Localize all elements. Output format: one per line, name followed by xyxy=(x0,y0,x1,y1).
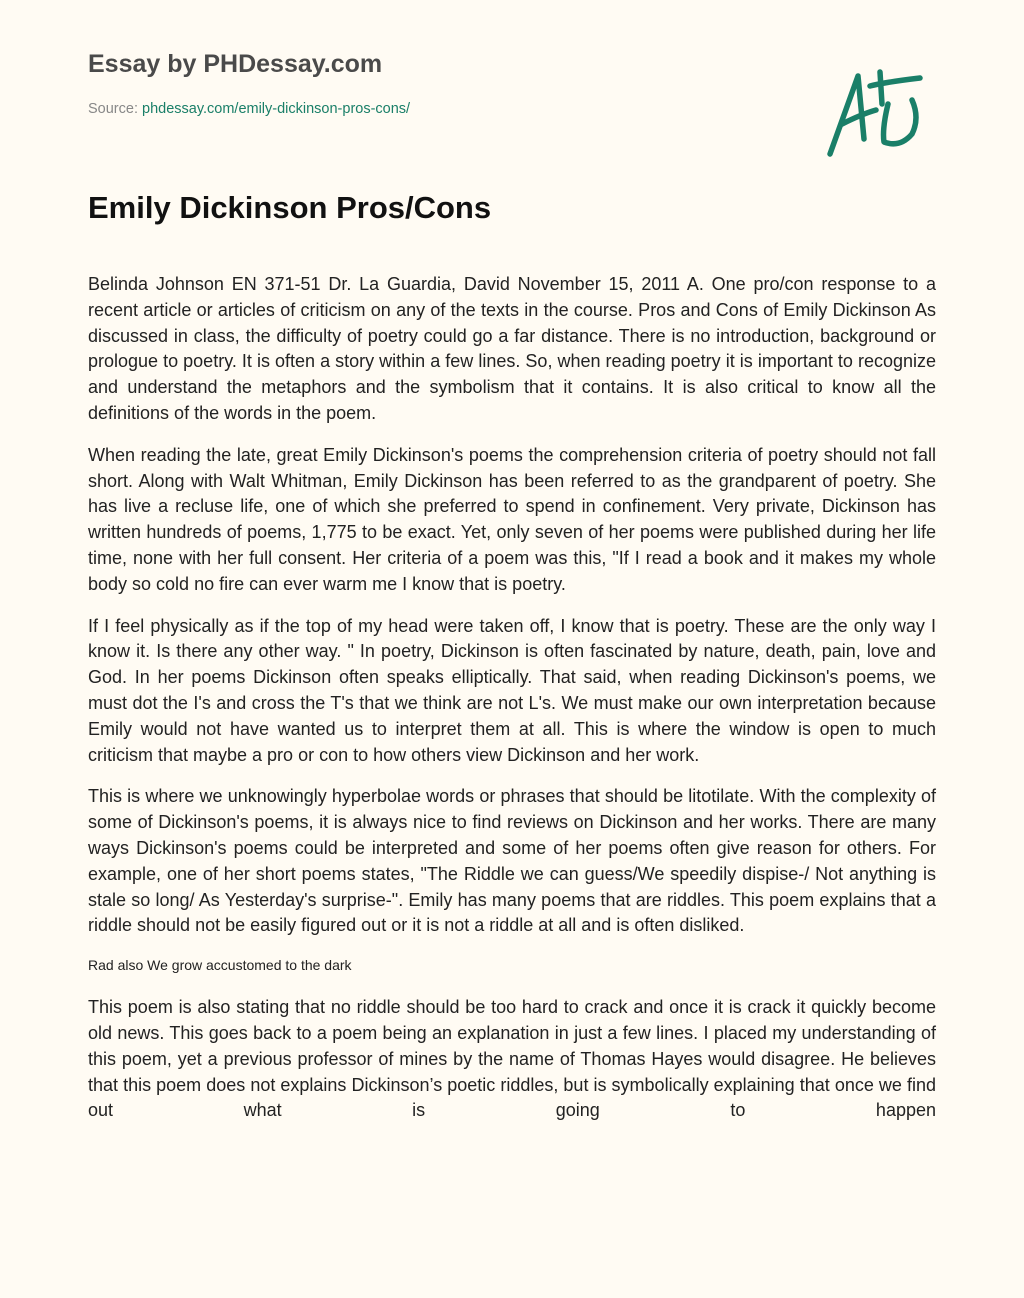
essay-title: Emily Dickinson Pros/Cons xyxy=(88,190,492,225)
related-essay-link[interactable]: Rad also We grow accustomed to the dark xyxy=(88,957,352,974)
essay-paragraph: Belinda Johnson EN 371-51 Dr. La Guardia, David November 15, 2011 A. One pro/con response to a recent article or articles of criticism on any of the texts in the course. Pros and Cons of Emily Dickinson As discussed in class, the difficulty of poetry could go a far distance. There is no introduction, background or prologue to poetry. It is often a story within a few lines. So, when reading poetry it is important to recognize and understand the metaphors and the symbolism that it contains. It is also critical to know all the definitions of the words in the poem. xyxy=(88,274,936,423)
brand-title: Essay by PHDessay.com xyxy=(88,50,383,78)
essay-paragraph: This is where we unknowingly hyperbolae words or phrases that should be litotilate. With the complexity of some of Dickinson's poems, it is always nice to find reviews on Dickinson and her works. There are many ways Dickinson's poems could be interpreted and some of her poems often give reason for others. For example, one of her short poems states, "The Riddle we can guess/We speedily dispise-/ Not anything is stale so long/ As Yesterday's surprise-". Emily has many poems that are riddles. This poem explains that a riddle should not be easily figured out or it is not a riddle at all and is often disliked. xyxy=(88,786,936,936)
source-line xyxy=(88,101,410,117)
source-link[interactable]: phdessay.com/emily-dickinson-pros-cons/ xyxy=(142,101,411,117)
essay-paragraph: This poem is also stating that no riddle should be too hard to crack and once it is crack it quickly become old news. This goes back to a poem being an explanation in just a few lines. I placed my understanding of this poem, yet a previous professor of mines by the name of Thomas Hayes would disagree. He believes that this poem does not explains Dickinson’s poetic riddles, but is symbolically explaining that once we find out what is going to happen xyxy=(88,997,936,1121)
a-plus-logo-icon xyxy=(820,64,930,160)
essay-body xyxy=(88,272,936,1140)
essay-paragraph: If I feel physically as if the top of my head were taken off, I know that is poetry. These are the only way I know it. Is there any other way. " In poetry, Dickinson is often fascinated by nature, death, pain, love and God. In her poems Dickinson often speaks elliptically. That said, when reading Dickinson's poems, we must dot the I's and cross the T's that we think are not L's. We must make our own interpretation because Emily would not have wanted us to interpret them at all. This is where the window is open to much criticism that maybe a pro or con to how others view Dickinson and her work. xyxy=(88,615,936,765)
essay-paragraph: When reading the late, great Emily Dickinson's poems the comprehension criteria of poetry should not fall short. Along with Walt Whitman, Emily Dickinson has been referred to as the grandparent of poetry. She has live a recluse life, one of which she preferred to spend in confinement. Very private, Dickinson has written hundreds of poems, 1,775 to be exact. Yet, only seven of her poems were published during her life time, none with her full consent. Her criteria of a poem was this, "If I read a book and it makes my whole body so cold no fire can ever warm me I know that is poetry. xyxy=(88,444,936,594)
source-label: Source: xyxy=(88,101,142,117)
